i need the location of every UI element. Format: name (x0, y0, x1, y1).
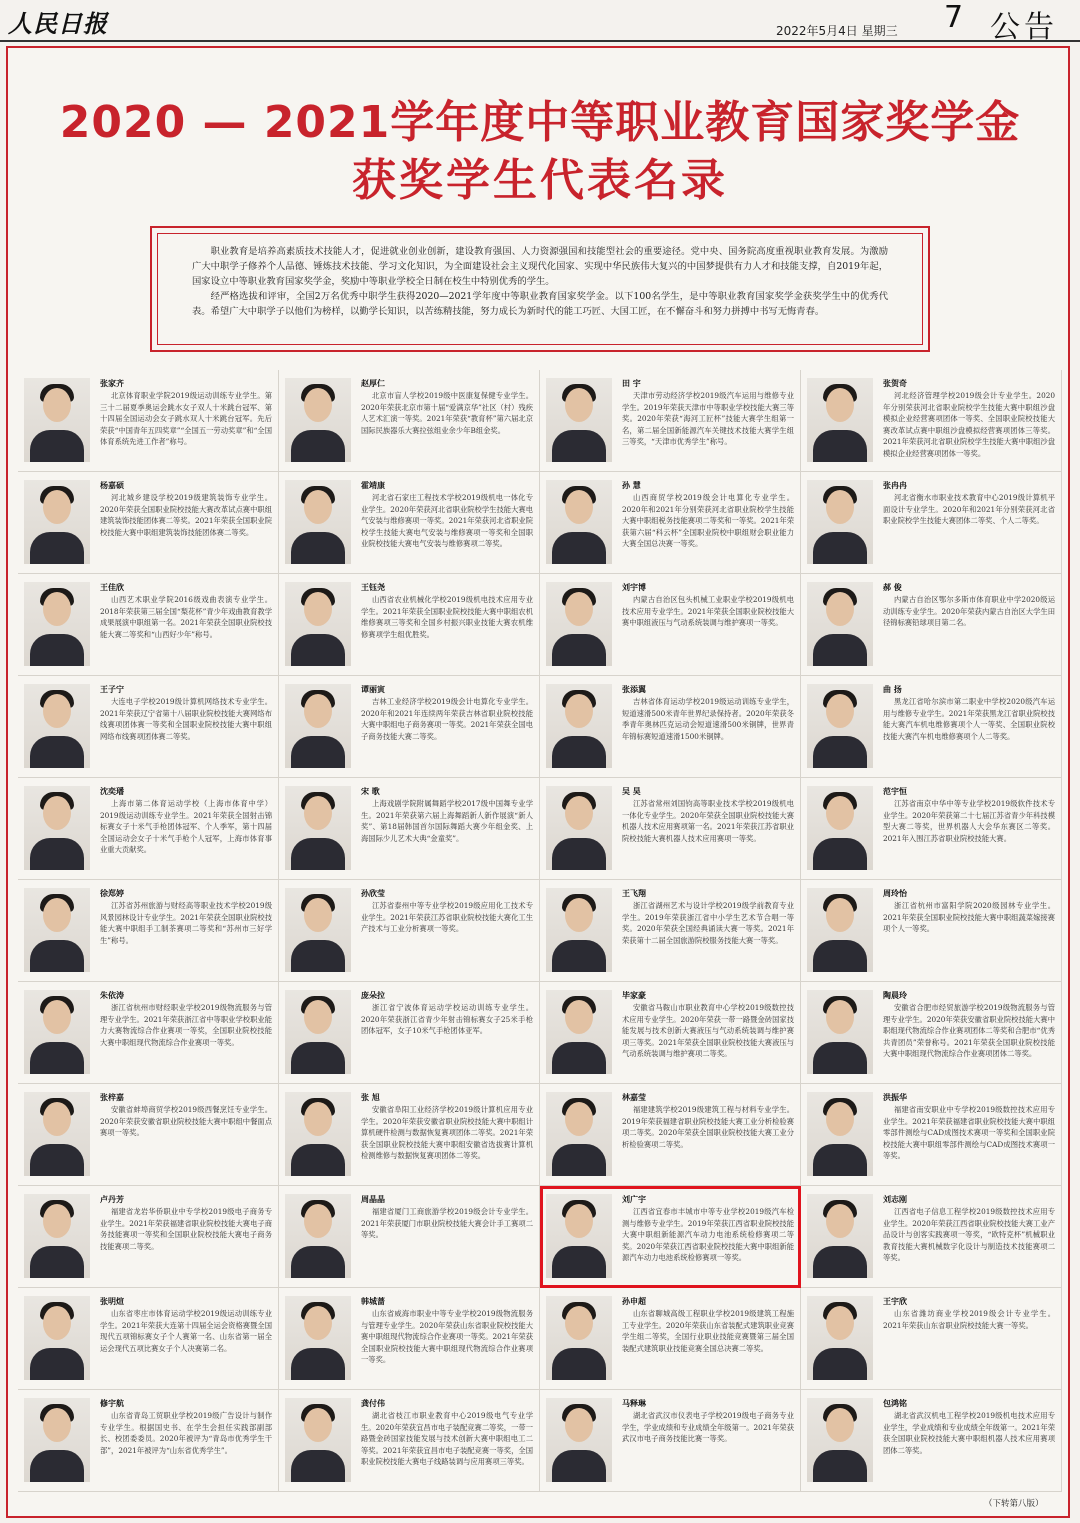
section-name: 公告 (990, 10, 1058, 45)
student-description: 内蒙古自治区鄂尔多斯市体育职业中学2020级运动训练专业学生。2020年荣获内蒙古自治区大学生田径锦标赛铅球项目第二名。 (883, 595, 1055, 627)
student-description: 山西艺术职业学院2016级戏曲表演专业学生。2018年荣获第三届全国“梨花杯”青少年戏曲教育教学成果展演中职组第一名。2021年荣获全国职业院校技能大赛二等奖和“山西好少年”称号。 (100, 595, 272, 639)
student-card (279, 676, 540, 778)
student-name: 刘广宇 (622, 1195, 646, 1204)
student-photo (546, 1194, 612, 1278)
intro-paragraph-1: 职业教育是培养高素质技术技能人才，促进就业创业创新，建设教育强国、人力资源强国和技能型社会的重要途径。党中央、国务院高度重视职业教育发展。为激励广大中职学子修养个人品德、锤炼技术技能、学习文化知识，为全面建设社会主义现代化国家、实现中华民族伟大复兴的中国梦提供有力人才和技能支撑，自2019年起，国家设立中等职业教育国家奖学金，奖励中等职业学校全日制在校生中特别优秀的学生。 (192, 246, 888, 287)
intro-inner (157, 233, 923, 345)
student-description: 山东省威海市职业中等专业学校2019级物流服务与管理专业学生。2020年荣获山东省职业院校技能大赛中职组现代物流综合作业赛项一等奖。2021年荣获全国职业院校技能大赛中职组现代物流综合作业赛项一等奖。 (361, 1309, 533, 1364)
student-description: 天津市劳动经济学校2019级汽车运用与维修专业学生。2019年荣获天津市中等职业学校技能大赛三等奖。2020年荣获“海河工匠杯”技能大赛学生组第一名，第二届全国新能源汽车关键技术技能大赛学生组三等奖，“天津市优秀学生”称号。 (622, 391, 794, 446)
student-name: 陶晨玲 (883, 991, 907, 1000)
student-card (279, 472, 540, 574)
student-name: 宋 歌 (361, 787, 380, 796)
intro-paragraph-2: 经严格选拔和评审，全国2万名优秀中职学生获得2020—2021学年度中等职业教育国家奖学金。以下100名学生，是中等职业教育国家奖学金获奖学生中的优秀代表。希望广大中职学子以他们为榜样，以勤学长知识，以苦练精技能，努力成长为新时代的能工巧匠、大国工匠，在不懈奋斗和努力拼搏中书写无悔青春。 (192, 291, 888, 317)
student-card (279, 1084, 540, 1186)
student-photo (807, 1296, 873, 1380)
student-photo (546, 1296, 612, 1380)
student-description: 吉林工业经济学校2019级会计电算化专业学生。2020年和2021年连续两年荣获吉林省职业院校技能大赛中职组电子商务赛项一等奖。2021年荣获全国电子商务技能大赛二等奖。 (361, 697, 533, 741)
student-name: 沈奕璠 (100, 787, 124, 796)
student-name: 张家齐 (100, 379, 124, 388)
student-photo (807, 480, 873, 564)
student-photo (285, 990, 351, 1074)
student-photo (285, 888, 351, 972)
student-description: 北京体育职业学院2019级运动训练专业学生。第三十二届夏季奥运会跳水女子双人十米跳台冠军、第十四届全国运动会女子跳水双人十米跳台冠军。先后荣获“中国青年五四奖章”“全国五一劳动奖章”和“全国体育系统先进工作者”称号。 (100, 391, 272, 446)
student-card (279, 880, 540, 982)
student-name: 郝 俊 (883, 583, 902, 592)
student-card (18, 574, 279, 676)
student-photo (285, 480, 351, 564)
student-name: 林嘉莹 (622, 1093, 646, 1102)
student-photo (546, 786, 612, 870)
student-description: 江苏省常州刘国钧高等职业技术学校2019级机电一体化专业学生。2020年荣获全国职业院校技能大赛机器人技术应用赛项第一名。2021年荣获江苏省职业院校技能大赛机器人技术应用赛项一等奖。 (622, 799, 794, 843)
student-name: 谭丽寅 (361, 685, 385, 694)
student-name: 霍靖康 (361, 481, 385, 490)
student-card (18, 1288, 279, 1390)
student-description: 河北经济管理学校2019级会计专业学生。2020年分别荣获河北省职业院校学生技能大赛中职组沙盘模拟企业经营赛项团体一等奖、全国职业院校技能大赛改革试点赛中职组沙盘模拟经营赛项团体三等奖。2021年荣获河北省职业院校学生技能大赛中职组沙盘模拟企业经营赛项团体一等奖。 (883, 391, 1055, 458)
student-description: 大连电子学校2019级计算机网络技术专业学生。2021年荣获辽宁省第十八届职业院校技能大赛网络布线赛项团体赛一等奖和全国职业院校技能大赛中职组网络布线赛项团体赛二等奖。 (100, 697, 272, 741)
student-description: 江西省电子信息工程学校2019级数控技术应用专业学生。2020年荣获江西省职业院校技能大赛工业产品设计与创客实践赛项一等奖，“欧特克杯”机械职业教育技能大赛机械数字化设计与制造技术技能赛项二等奖。 (883, 1207, 1055, 1262)
student-description: 浙江省杭州市富阳学院2020级园林专业学生。2021年荣获全国职业院校技能大赛中职组蔬菜嫁接赛项个人一等奖。 (883, 901, 1055, 933)
student-description: 安徽省阜阳工业经济学校2019级计算机应用专业学生。2020年荣获安徽省职业院校技能大赛中职组计算机硬件检测与数据恢复赛项团体二等奖。2021年荣获全国职业院校技能大赛中职组安徽省选拔赛计算机检测维修与数据恢复赛项团体二等奖。 (361, 1105, 533, 1160)
student-name: 杨嘉硕 (100, 481, 124, 490)
student-name: 修宇航 (100, 1399, 124, 1408)
student-description: 江苏省南京中华中等专业学校2019级软件技术专业学生。2020年荣获第二十七届江苏省青少年科技模型大赛二等奖，世界机器人大会华东赛区二等奖。2021年入围江苏省职业院校技能大赛。 (883, 799, 1055, 843)
student-description: 江西省宜春市丰城市中等专业学校2019级汽车检测与维修专业学生。2019年荣获江西省职业院校技能大赛中职组新能源汽车动力电池系统检修赛项二等奖。2020年荣获江西省职业院校技能大赛中职组新能源汽车动力电池系统检修赛项一等奖。 (622, 1207, 794, 1262)
student-description: 北京市盲人学校2019级中医康复保健专业学生。2020年荣获北京市第十届“爱满京华”社区（村）残疾人艺术汇演一等奖。2021年荣获“教育杯”第六届北京国际民族器乐大赛拉弦组业余少年B组金奖。 (361, 391, 533, 435)
student-name: 张添翼 (622, 685, 646, 694)
student-photo (807, 684, 873, 768)
student-name: 张梓嘉 (100, 1093, 124, 1102)
student-photo (807, 786, 873, 870)
student-name: 范宇恒 (883, 787, 907, 796)
student-name: 张明煊 (100, 1297, 124, 1306)
student-card (18, 880, 279, 982)
student-photo (546, 582, 612, 666)
student-card (18, 778, 279, 880)
student-name: 王佳欣 (100, 583, 124, 592)
student-card (540, 1084, 801, 1186)
title-line-1: 2020 — 2021学年度中等职业教育国家奖学金 (59, 97, 1021, 148)
student-name: 张 旭 (361, 1093, 380, 1102)
student-description: 上海戏剧学院附属舞蹈学校2017级中国舞专业学生。2021年荣获第六届上海舞蹈新人新作展演“新人奖”、第18届韩国首尔国际舞蹈大赛少年组金奖、上海国际少儿艺术大典“金童奖”。 (361, 799, 533, 843)
student-name: 吴 昊 (622, 787, 641, 796)
student-description: 山东省枣庄市体育运动学校2019级运动训练专业学生。2021年荣获大连第十四届全运会资格赛暨全国现代五项锦标赛女子个人赛第一名、山东省第一届全运会现代五项比赛女子个人决赛第二名。 (100, 1309, 272, 1353)
student-photo (24, 1194, 90, 1278)
student-name: 孙欣莹 (361, 889, 385, 898)
masthead (0, 0, 1080, 45)
student-name: 王钰尧 (361, 583, 385, 592)
student-name: 刘志刚 (883, 1195, 907, 1204)
student-photo (285, 684, 351, 768)
student-photo (285, 378, 351, 462)
student-description: 湖北省武汉机电工程学校2019级机电技术应用专业学生，学业成绩和专业成绩全年级第一。2021年荣获全国职业院校技能大赛中职组机器人技术应用赛项团体二等奖。 (883, 1411, 1055, 1455)
student-card (540, 370, 801, 472)
student-photo (24, 378, 90, 462)
student-card (279, 370, 540, 472)
student-description: 湖北省武汉市仪表电子学校2019级电子商务专业学生，学业成绩和专业成绩全年级第一。2021年荣获武汉市电子商务技能比赛一等奖。 (622, 1411, 794, 1443)
student-photo (24, 480, 90, 564)
issue-date: 2022年5月4日 星期三 (776, 24, 898, 38)
student-description: 浙江省杭州市财经职业学校2019级物流服务与管理专业学生。2021年荣获浙江省中等职业学校职业能力大赛物流综合作业赛项一等奖，全国职业院校技能大赛中职组现代物流综合作业赛项一等奖。 (100, 1003, 272, 1047)
student-description: 浙江省宁波体育运动学校运动训练专业学生。2020年荣获浙江省青少年射击锦标赛女子25米手枪团体冠军，女子10米气手枪团体亚军。 (361, 1003, 533, 1035)
student-name: 孙申超 (622, 1297, 646, 1306)
student-card (801, 778, 1062, 880)
title-line-2: 获奖学生代表名录 (352, 155, 728, 206)
student-photo (285, 1092, 351, 1176)
student-card (18, 982, 279, 1084)
student-photo (807, 990, 873, 1074)
student-description: 福建省龙岩华侨职业中专学校2019级电子商务专业学生。2021年荣获福建省职业院校技能大赛电子商务技能赛项一等奖和全国职业院校技能大赛电子商务技能赛项二等奖。 (100, 1207, 272, 1251)
student-card (279, 1288, 540, 1390)
student-description: 河北省衡水市职业技术教育中心2019级计算机平面设计专业学生。2020年和2021年分别荣获河北省职业院校学生技能大赛团体二等奖、个人二等奖。 (883, 493, 1055, 525)
student-description: 山西省农业机械化学校2019级机电技术应用专业学生。2021年荣获全国职业院校技能大赛中职组农机维修赛项三等奖和全国乡村振兴职业技能大赛农机维修赛项学生组优胜奖。 (361, 595, 533, 639)
student-card (801, 472, 1062, 574)
student-photo (285, 1194, 351, 1278)
student-photo (24, 1398, 90, 1482)
student-description: 山西商贸学校2019级会计电算化专业学生。2020年和2021年分别荣获河北省职业院校学生技能大赛中职组税务技能赛项二等奖和一等奖。2021年荣获第六届“科云杯”全国职业院校中职组财会职业能力大赛全国总决赛一等奖。 (622, 493, 794, 548)
student-card (279, 982, 540, 1084)
student-card (540, 982, 801, 1084)
student-name: 包鸿铭 (883, 1399, 907, 1408)
student-name: 庞朵拉 (361, 991, 385, 1000)
student-card (279, 1390, 540, 1492)
student-name: 赵厚仁 (361, 379, 385, 388)
student-description: 吉林省体育运动学校2019级运动训练专业学生，短道速滑500米青年世界纪录保持者。2020年荣获冬季青年奥林匹克运动会短道速滑500米铜牌，世界青年锦标赛短道速滑1500米铜牌。 (622, 697, 794, 741)
student-description: 安徽省蚌埠商贸学校2019级西餐烹饪专业学生。2020年荣获安徽省职业院校技能大赛中职组中餐面点赛项一等奖。 (100, 1105, 272, 1137)
student-description: 河北城乡建设学校2019级建筑装饰专业学生。2020年荣获全国职业院校技能大赛改革试点赛中职组建筑装饰技能团体赛二等奖。2021年荣获全国职业院校技能大赛中职组建筑装饰技能团体赛二等奖。 (100, 493, 272, 537)
student-photo (285, 1296, 351, 1380)
student-photo (24, 1296, 90, 1380)
student-name: 刘宇博 (622, 583, 646, 592)
student-card (801, 1186, 1062, 1288)
student-photo (24, 1092, 90, 1176)
student-description: 安徽省马鞍山市职业教育中心学校2019级数控技术应用专业学生。2020年荣获一带一路暨金砖国家技能发展与技术创新大赛液压与气动系统装调与维护赛项三等奖。2021年荣获全国职业院校技能大赛液压与气动系统装调与维护赛项二等奖。 (622, 1003, 794, 1058)
student-name: 周玲怡 (883, 889, 907, 898)
student-card (18, 1390, 279, 1492)
student-card (801, 880, 1062, 982)
student-name: 王子宁 (100, 685, 124, 694)
student-description: 湖北省枝江市职业教育中心2019级电气专业学生。2020年荣获宜昌市电子装配竞赛二等奖，一带一路暨金砖国家技能发展与技术创新大赛中职组电工二等奖。2021年荣获宜昌市电子装配竞赛一等奖，全国职业院校技能大赛电子线路装调与应用赛项三等奖。 (361, 1411, 533, 1466)
student-photo (807, 888, 873, 972)
student-description: 山东省聊城高级工程职业学校2019级建筑工程施工专业学生。2020年荣获山东省装配式建筑职业竞赛学生组二等奖，全国行业职业技能竞赛暨第三届全国装配式建筑职业技能竞赛全国总决赛二等奖。 (622, 1309, 794, 1353)
student-name: 孙 慧 (622, 481, 641, 490)
student-card (801, 982, 1062, 1084)
student-description: 浙江省湖州艺术与设计学校2019级学前教育专业学生。2019年荣获浙江省中小学生艺术节合唱一等奖。2020年荣获全国经典诵读大赛一等奖。2021年荣获第十二届全国旅游院校服务技能大赛一等奖。 (622, 901, 794, 945)
student-card (18, 676, 279, 778)
student-photo (546, 888, 612, 972)
student-card (540, 1390, 801, 1492)
student-photo (546, 480, 612, 564)
student-description: 上海市第二体育运动学校（上海市体育中学）2019级运动训练专业学生。2021年荣获全国射击锦标赛女子十米气手枪团体冠军、个人季军，第十四届全国运动会女子十米气手枪个人冠军，上海市体育事业重大贡献奖。 (100, 799, 272, 854)
student-photo (807, 1092, 873, 1176)
student-name: 龚付伟 (361, 1399, 385, 1408)
continue-note: （下转第八版） (984, 1499, 1044, 1509)
student-name: 洪振华 (883, 1093, 907, 1102)
student-card (801, 574, 1062, 676)
student-photo (24, 888, 90, 972)
student-photo (807, 1194, 873, 1278)
student-card (540, 1288, 801, 1390)
student-photo (807, 378, 873, 462)
student-photo (285, 786, 351, 870)
student-photo (546, 990, 612, 1074)
student-description: 江苏省泰州中等专业学校2019级应用化工技术专业学生。2021年荣获江苏省职业院校技能大赛化工生产技术与工业分析赛项一等奖。 (361, 901, 533, 933)
student-name: 马释琳 (622, 1399, 646, 1408)
student-description: 福建省厦门工商旅游学校2019级会计专业学生。2021年荣获厦门市职业院校技能大赛会计手工赛项二等奖。 (361, 1207, 533, 1239)
student-name: 徐郑婷 (100, 889, 124, 898)
student-description: 福建建筑学校2019级建筑工程与材料专业学生。2019年荣获福建省职业院校技能大赛工业分析检验赛项二等奖。2020年荣获全国职业院校技能大赛工业分析检验赛项二等奖。 (622, 1105, 794, 1149)
student-card (279, 574, 540, 676)
student-name: 韩城蔷 (361, 1297, 385, 1306)
student-photo (24, 684, 90, 768)
student-card (18, 472, 279, 574)
student-name: 王宇欣 (883, 1297, 907, 1306)
student-card (801, 1390, 1062, 1492)
student-card (279, 778, 540, 880)
student-description: 江苏省苏州旅游与财经高等职业技术学校2019级风景园林设计专业学生。2021年荣获全国职业院校技能大赛中职组手工制茶赛项二等奖和“苏州市三好学生”称号。 (100, 901, 272, 945)
page-number: 7 (944, 0, 964, 35)
student-card (801, 676, 1062, 778)
student-name: 周晶晶 (361, 1195, 385, 1204)
student-photo (546, 378, 612, 462)
student-name: 田 宇 (622, 379, 641, 388)
student-card (18, 370, 279, 472)
student-card (801, 1288, 1062, 1390)
student-card (18, 1084, 279, 1186)
student-card (279, 1186, 540, 1288)
intro-box (150, 226, 930, 352)
student-photo (24, 786, 90, 870)
student-name: 张冉冉 (883, 481, 907, 490)
student-description: 内蒙古自治区包头机械工业职业学校2019级机电技术应用专业学生。2021年荣获全国职业院校技能大赛中职组液压与气动系统装调与维护赛项一等奖。 (622, 595, 794, 627)
student-card (540, 778, 801, 880)
student-photo (24, 990, 90, 1074)
student-photo (285, 1398, 351, 1482)
student-card (801, 370, 1062, 472)
student-description: 黑龙江省哈尔滨市第二职业中学校2020级汽车运用与维修专业学生。2021年荣获黑龙江省职业院校技能大赛汽车机电维修赛项个人一等奖、全国职业院校技能大赛汽车机电维修赛项个人二等奖。 (883, 697, 1055, 741)
student-card (540, 574, 801, 676)
student-name: 毕家豪 (622, 991, 646, 1000)
student-card (540, 880, 801, 982)
newspaper-logo: 人民日报 (8, 9, 108, 38)
student-name: 王飞翔 (622, 889, 646, 898)
student-photo (807, 1398, 873, 1482)
student-grid (18, 370, 1062, 1492)
student-photo (546, 684, 612, 768)
student-photo (546, 1398, 612, 1482)
student-card (18, 1186, 279, 1288)
student-name: 张贺奇 (883, 379, 907, 388)
student-description: 福建省南安职业中专学校2019级数控技术应用专业学生。2021年荣获福建省职业院校技能大赛中职组零部件测绘与CAD成图技术赛项一等奖和全国职业院校技能大赛中职组零部件测绘与CAD成图技术赛项一等奖。 (883, 1105, 1055, 1160)
student-name: 朱依涛 (100, 991, 124, 1000)
student-name: 卢丹芳 (100, 1195, 124, 1204)
student-description: 山东省潍坊商业学校2019级会计专业学生。2021年荣获山东省职业院校技能大赛一等奖。 (883, 1309, 1055, 1330)
student-card (540, 472, 801, 574)
student-card (540, 1186, 801, 1288)
student-name: 曲 扬 (883, 685, 902, 694)
student-description: 河北省石家庄工程技术学校2019级机电一体化专业学生。2020年荣获河北省职业院校学生技能大赛电气安装与维修赛项一等奖。2021年荣获河北省职业院校学生技能大赛电气安装与维修赛项一等奖和全国职业院校技能大赛电气安装与维修赛项二等奖。 (361, 493, 533, 548)
student-card (540, 676, 801, 778)
student-photo (546, 1092, 612, 1176)
student-photo (807, 582, 873, 666)
student-photo (285, 582, 351, 666)
student-description: 山东省青岛工贸职业学校2019级广告设计与制作专业学生。根据国史书、在学生会担任实践部副部长、校团委委员。2020年被评为“青岛市优秀学生干部”，2021年被评为“山东省优秀学生”。 (100, 1411, 272, 1455)
student-photo (24, 582, 90, 666)
student-card (801, 1084, 1062, 1186)
student-description: 安徽省合肥市经贸旅游学校2019级物流服务与管理专业学生。2020年荣获安徽省职业院校技能大赛中职组现代物流综合作业赛项团体二等奖和合肥市“优秀共青团员”荣誉称号。2021年荣获全国职业院校技能大赛中职组现代物流综合作业赛项团体二等奖。 (883, 1003, 1055, 1058)
